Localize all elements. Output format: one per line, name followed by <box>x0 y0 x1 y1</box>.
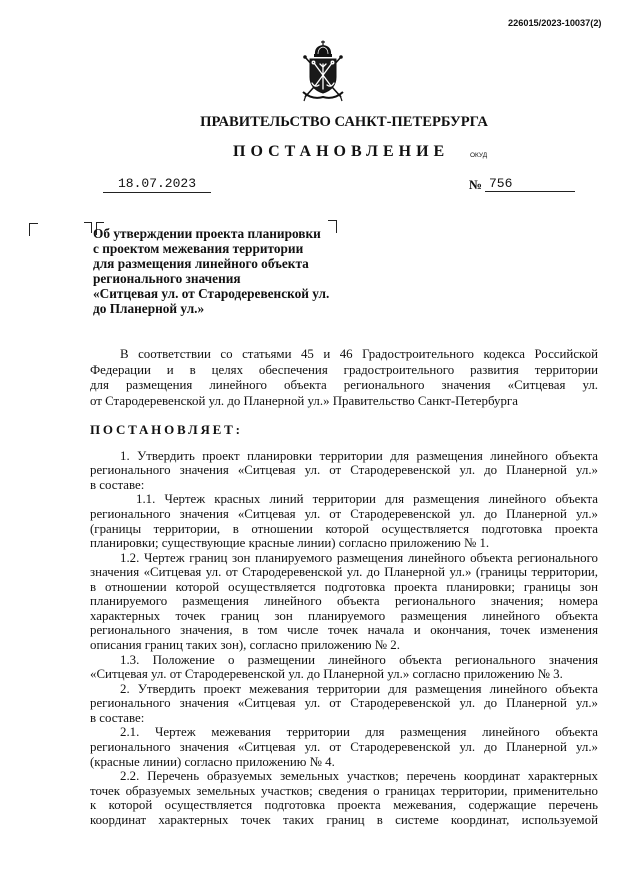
paragraph-line: (границы территории, в отношении которой осуществляется подготовка проекта <box>90 521 598 536</box>
title-line: для размещения линейного объекта <box>93 256 309 271</box>
title-line: до Планерной ул.» <box>93 301 205 316</box>
paragraph-line: регионального значения «Ситцевая ул. от Стародеревенской ул. до Планерной ул.» <box>90 739 598 754</box>
paragraph-line: регионального значения «Ситцевая ул. от Стародеревенской ул. до Планерной ул.» <box>90 506 598 521</box>
resolution-paragraph <box>90 492 598 550</box>
paragraph-line: 1.2. Чертеж границ зон планируемого размещения линейного объекта регионального <box>120 550 598 565</box>
paragraph-line: характерных точек границ зон планируемого размещения линейного объекта <box>90 608 598 623</box>
title-line: Об утверждении проекта планировки <box>93 226 321 241</box>
paragraph-line: описания границ таких зон), согласно приложению № 2. <box>90 638 400 652</box>
resolution-paragraph <box>90 682 598 726</box>
registration-stamp-number: 226015/2023-10037(2) <box>508 18 602 28</box>
resolution-paragraph <box>90 449 598 493</box>
preamble-line: для размещения линейного объекта регионального значения «Ситцевая ул. <box>90 378 598 393</box>
resolution-paragraph <box>90 551 598 653</box>
resolution-paragraph <box>90 653 598 682</box>
title-corner-mark <box>328 220 337 233</box>
document-title <box>93 226 329 316</box>
paragraph-line: регионального значения «Ситцевая ул. от Стародеревенской ул. до Планерной ул.» <box>90 696 598 711</box>
paragraph-line: (красные линии) согласно приложению № 4. <box>90 754 335 769</box>
paragraph-line: «Ситцевая ул. от Стародеревенской ул. до Планерной ул.» согласно приложению № 3. <box>90 667 563 682</box>
paragraph-line: 1.3. Положение о размещении линейного объекта регионального значения <box>120 652 598 667</box>
title-line: с проектом межевания территории <box>93 241 304 256</box>
resolution-paragraph <box>90 725 598 769</box>
resolves-heading: ПОСТАНОВЛЯЕТ: <box>90 422 243 437</box>
document-type-heading: ПОСТАНОВЛЕНИЕ <box>233 143 450 160</box>
title-corner-mark <box>29 223 38 236</box>
paragraph-line: планировки; существующие красные линии) согласно приложению № 1. <box>90 536 490 551</box>
paragraph-line: в составе: <box>90 710 145 725</box>
title-line: «Ситцевая ул. от Стародеревенской ул. <box>93 286 330 301</box>
paragraph-line: регионального значения, в том числе точек начала и окончания, точек изменения <box>90 623 598 638</box>
paragraph-line: 1.1. Чертеж красных линий территории для размещения линейного объекта <box>136 492 598 507</box>
preamble-line: от Стародеревенской ул. до Планерной ул.» Правительство Санкт-Петербурга <box>90 393 518 408</box>
paragraph-line: в отношении которой осуществляется подготовка проекта планировки; границы зон <box>90 579 598 594</box>
coat-of-arms-icon <box>298 40 348 102</box>
paragraph-line: 1. Утвердить проект планировки территории для размещения линейного объекта <box>120 448 598 463</box>
paragraph-line: точек образуемых земельных участков; сведения о границах территории, применительно <box>90 783 598 798</box>
title-corner-mark <box>84 222 92 233</box>
okud-label: ОКУД <box>470 152 488 159</box>
preamble-line: В соответствии со статьями 45 и 46 Градостроительного кодекса Российской <box>120 347 598 361</box>
resolution-paragraph <box>90 769 598 827</box>
preamble <box>90 347 598 409</box>
paragraph-line: значения «Ситцевая ул. от Стародеревенской ул. до Планерной ул.» (границы территории, <box>90 565 598 580</box>
title-line: регионального значения <box>93 271 241 286</box>
document-date: 18.07.2023 <box>103 176 211 193</box>
resolution-body <box>90 449 598 828</box>
paragraph-line: 2. Утвердить проект межевания территории для размещения линейного объекта <box>120 681 598 696</box>
paragraph-line: координат характерных точек таких границ в системе координат, используемой <box>90 812 598 827</box>
document-number: 756 <box>485 176 575 192</box>
paragraph-line: в составе: <box>90 477 145 492</box>
number-sign: № <box>469 177 483 192</box>
preamble-line: Федерации и в целях обеспечения градостроительного развития территории <box>90 362 598 377</box>
paragraph-line: регионального значения «Ситцевая ул. от Стародеревенской ул. до Планерной ул.» <box>90 463 598 478</box>
issuing-authority: ПРАВИТЕЛЬСТВО САНКТ-ПЕТЕРБУРГА <box>200 114 488 130</box>
paragraph-line: 2.1. Чертеж межевания территории для размещения линейного объекта <box>120 725 598 740</box>
paragraph-line: планируемого размещения линейного объекта регионального значения; номера <box>90 594 598 609</box>
paragraph-line: 2.2. Перечень образуемых земельных участков; перечень координат характерных <box>120 769 598 784</box>
paragraph-line: к которой осуществляется подготовка проекта межевания, содержащие перечень <box>90 798 598 813</box>
